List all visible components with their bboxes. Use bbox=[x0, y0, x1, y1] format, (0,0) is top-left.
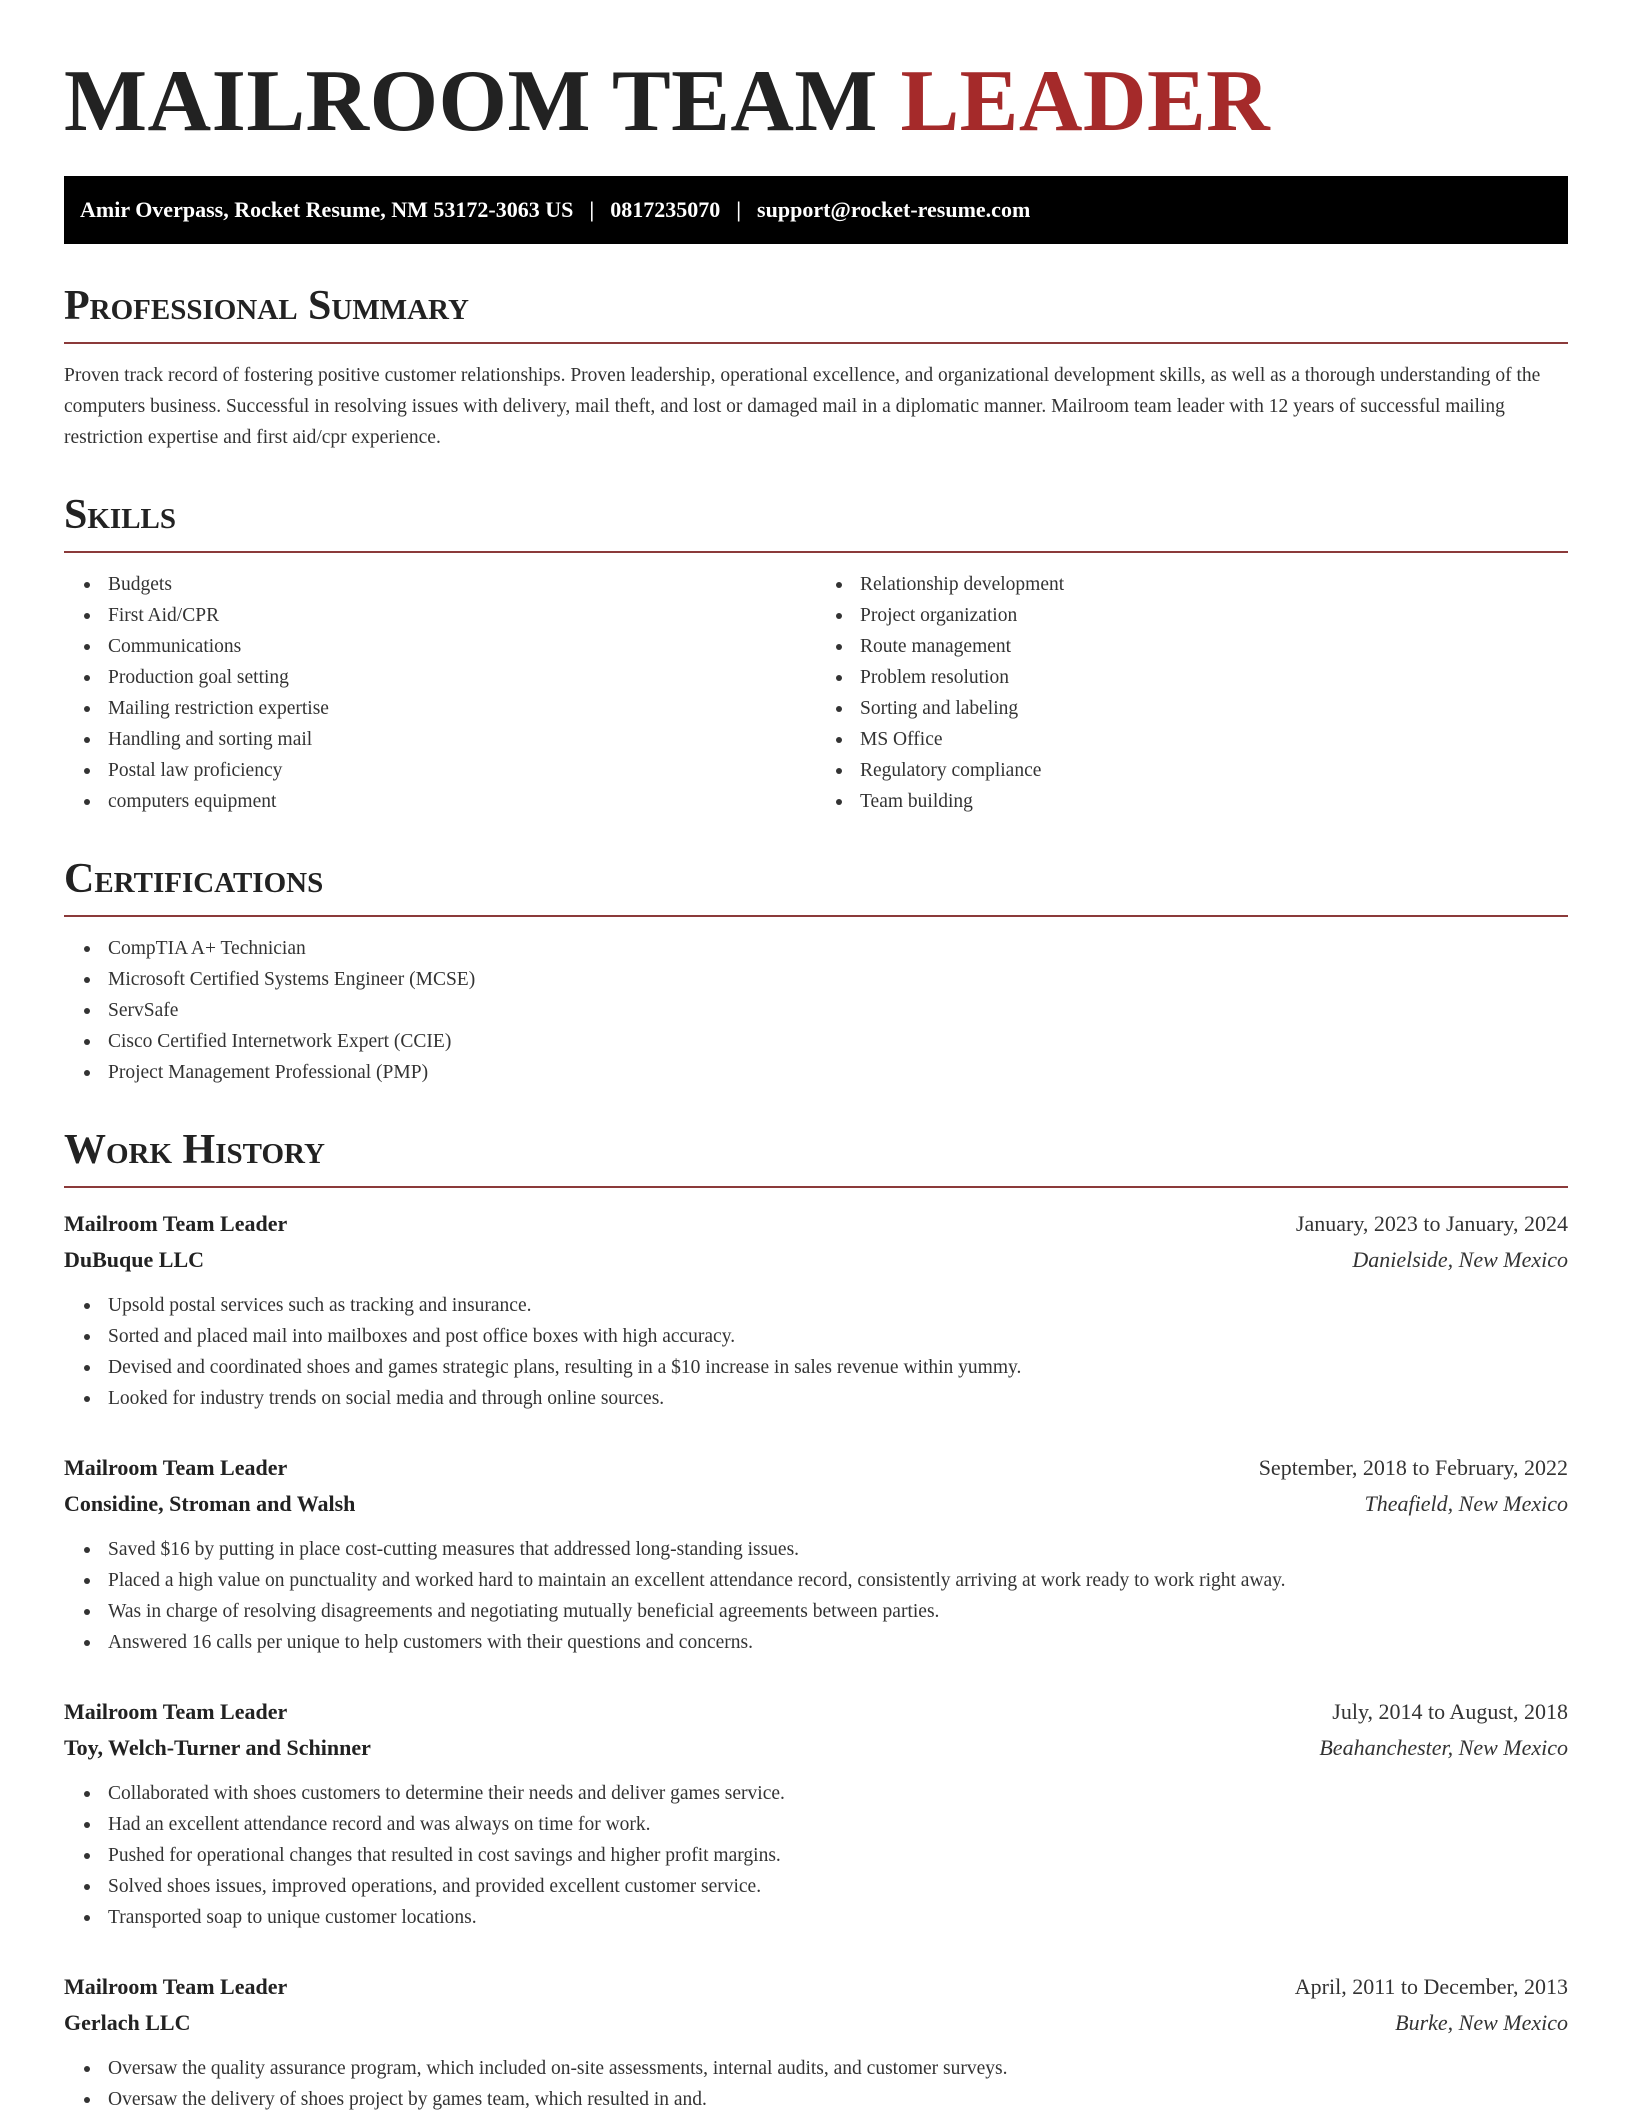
job-dates: September, 2018 to February, 2022 bbox=[1258, 1455, 1568, 1480]
skills-list-right bbox=[816, 569, 1568, 817]
skill-item: MS Office bbox=[860, 724, 1568, 755]
job-title: Mailroom Team Leader bbox=[64, 1455, 288, 1480]
skill-item: Problem resolution bbox=[860, 662, 1568, 693]
job-header-row bbox=[64, 1206, 1568, 1242]
job-bullet: Looked for industry trends on social media and through online sources. bbox=[108, 1383, 1568, 1414]
skill-item: Production goal setting bbox=[108, 662, 816, 693]
certification-item: ServSafe bbox=[108, 995, 1568, 1026]
job-dates: July, 2014 to August, 2018 bbox=[1332, 1699, 1568, 1724]
job-bullet: Was in charge of resolving disagreements and negotiating mutually beneficial agreements between parties. bbox=[108, 1596, 1568, 1627]
contact-separator: | bbox=[589, 197, 595, 222]
job-bullets bbox=[64, 2053, 1568, 2115]
job-dates: April, 2011 to December, 2013 bbox=[1294, 1974, 1568, 1999]
skills-list-left bbox=[64, 569, 816, 817]
job-subheader-row bbox=[64, 2005, 1568, 2041]
job-bullet: Sorted and placed mail into mailboxes and post office boxes with high accuracy. bbox=[108, 1321, 1568, 1352]
skill-item: Regulatory compliance bbox=[860, 755, 1568, 786]
job-bullets bbox=[64, 1534, 1568, 1658]
job-bullet: Devised and coordinated shoes and games strategic plans, resulting in a $10 increase in sales revenue within yummy. bbox=[108, 1352, 1568, 1383]
job-bullet: Transported soap to unique customer locations. bbox=[108, 1902, 1568, 1933]
skill-item: computers equipment bbox=[108, 786, 816, 817]
skill-item: Sorting and labeling bbox=[860, 693, 1568, 724]
job-entry bbox=[64, 1694, 1568, 1933]
skill-item: Communications bbox=[108, 631, 816, 662]
skills-column-right bbox=[816, 553, 1568, 817]
work-history-heading: Work History bbox=[64, 1126, 1568, 1188]
contact-phone: 0817235070 bbox=[610, 197, 721, 222]
job-entry bbox=[64, 1969, 1568, 2115]
skills-grid bbox=[64, 553, 1568, 817]
job-subheader-row bbox=[64, 1486, 1568, 1522]
skill-item: Relationship development bbox=[860, 569, 1568, 600]
resume-title bbox=[64, 52, 1568, 152]
job-header-row bbox=[64, 1969, 1568, 2005]
skill-item: Handling and sorting mail bbox=[108, 724, 816, 755]
skill-item: Route management bbox=[860, 631, 1568, 662]
job-subheader-row bbox=[64, 1242, 1568, 1278]
work-history-section bbox=[64, 1126, 1568, 2115]
job-company: Gerlach LLC bbox=[64, 2010, 191, 2035]
summary-heading: Professional Summary bbox=[64, 282, 1568, 344]
job-entry bbox=[64, 1450, 1568, 1658]
skill-item: Team building bbox=[860, 786, 1568, 817]
job-bullet: Collaborated with shoes customers to determine their needs and deliver games service. bbox=[108, 1778, 1568, 1809]
skill-item: Budgets bbox=[108, 569, 816, 600]
contact-bar bbox=[64, 176, 1568, 244]
summary-text: Proven track record of fostering positive customer relationships. Proven leadership, operational excellence, and organizational development skills, as well as a thorough understanding of the computers business. Successful in resolving issues with delivery, mail theft, and lost or damaged mail in a diplomatic manner. Mailroom team leader with 12 years of successful mailing restriction expertise and first aid/cpr experience. bbox=[64, 365, 1541, 448]
job-subheader-row bbox=[64, 1730, 1568, 1766]
skill-item: Postal law proficiency bbox=[108, 755, 816, 786]
job-bullet: Oversaw the delivery of shoes project by games team, which resulted in and. bbox=[108, 2084, 1568, 2115]
contact-email: support@rocket-resume.com bbox=[757, 197, 1031, 222]
job-location: Burke, New Mexico bbox=[1395, 2010, 1568, 2035]
summary-section bbox=[64, 282, 1568, 453]
skill-item: Mailing restriction expertise bbox=[108, 693, 816, 724]
job-bullet: Saved $16 by putting in place cost-cutting measures that addressed long-standing issues. bbox=[108, 1534, 1568, 1565]
skills-heading: Skills bbox=[64, 491, 1568, 553]
job-header-row bbox=[64, 1694, 1568, 1730]
job-dates: January, 2023 to January, 2024 bbox=[1295, 1211, 1568, 1236]
contact-separator: | bbox=[736, 197, 742, 222]
job-bullet: Solved shoes issues, improved operations, and provided excellent customer service. bbox=[108, 1871, 1568, 1902]
job-title: Mailroom Team Leader bbox=[64, 1699, 288, 1724]
title-main: MAILROOM TEAM bbox=[64, 53, 901, 150]
certification-item: Project Management Professional (PMP) bbox=[108, 1057, 1568, 1088]
contact-address: Amir Overpass, Rocket Resume, NM 53172-3063 US bbox=[80, 197, 574, 222]
job-location: Danielside, New Mexico bbox=[1352, 1247, 1568, 1272]
job-bullets bbox=[64, 1778, 1568, 1933]
job-bullet: Answered 16 calls per unique to help customers with their questions and concerns. bbox=[108, 1627, 1568, 1658]
certification-item: Cisco Certified Internetwork Expert (CCIE) bbox=[108, 1026, 1568, 1057]
job-bullet: Pushed for operational changes that resulted in cost savings and higher profit margins. bbox=[108, 1840, 1568, 1871]
job-bullet: Placed a high value on punctuality and worked hard to maintain an excellent attendance record, consistently arriving at work ready to work right away. bbox=[108, 1565, 1568, 1596]
job-bullet: Upsold postal services such as tracking and insurance. bbox=[108, 1290, 1568, 1321]
certifications-section bbox=[64, 855, 1568, 1088]
job-title: Mailroom Team Leader bbox=[64, 1974, 288, 1999]
skills-column-left bbox=[64, 553, 816, 817]
job-bullet: Oversaw the quality assurance program, which included on-site assessments, internal audits, and customer surveys. bbox=[108, 2053, 1568, 2084]
certification-item: Microsoft Certified Systems Engineer (MCSE) bbox=[108, 964, 1568, 995]
job-location: Beahanchester, New Mexico bbox=[1319, 1735, 1568, 1760]
job-title: Mailroom Team Leader bbox=[64, 1211, 288, 1236]
certification-item: CompTIA A+ Technician bbox=[108, 933, 1568, 964]
job-entry bbox=[64, 1206, 1568, 1414]
skill-item: First Aid/CPR bbox=[108, 600, 816, 631]
job-company: Considine, Stroman and Walsh bbox=[64, 1491, 356, 1516]
skill-item: Project organization bbox=[860, 600, 1568, 631]
job-company: DuBuque LLC bbox=[64, 1247, 205, 1272]
job-bullet: Had an excellent attendance record and was always on time for work. bbox=[108, 1809, 1568, 1840]
certifications-heading: Certifications bbox=[64, 855, 1568, 917]
job-company: Toy, Welch-Turner and Schinner bbox=[64, 1735, 371, 1760]
certifications-list bbox=[64, 933, 1568, 1088]
job-header-row bbox=[64, 1450, 1568, 1486]
title-accent: LEADER bbox=[900, 53, 1271, 150]
skills-section bbox=[64, 491, 1568, 817]
job-bullets bbox=[64, 1290, 1568, 1414]
job-location: Theafield, New Mexico bbox=[1364, 1491, 1568, 1516]
